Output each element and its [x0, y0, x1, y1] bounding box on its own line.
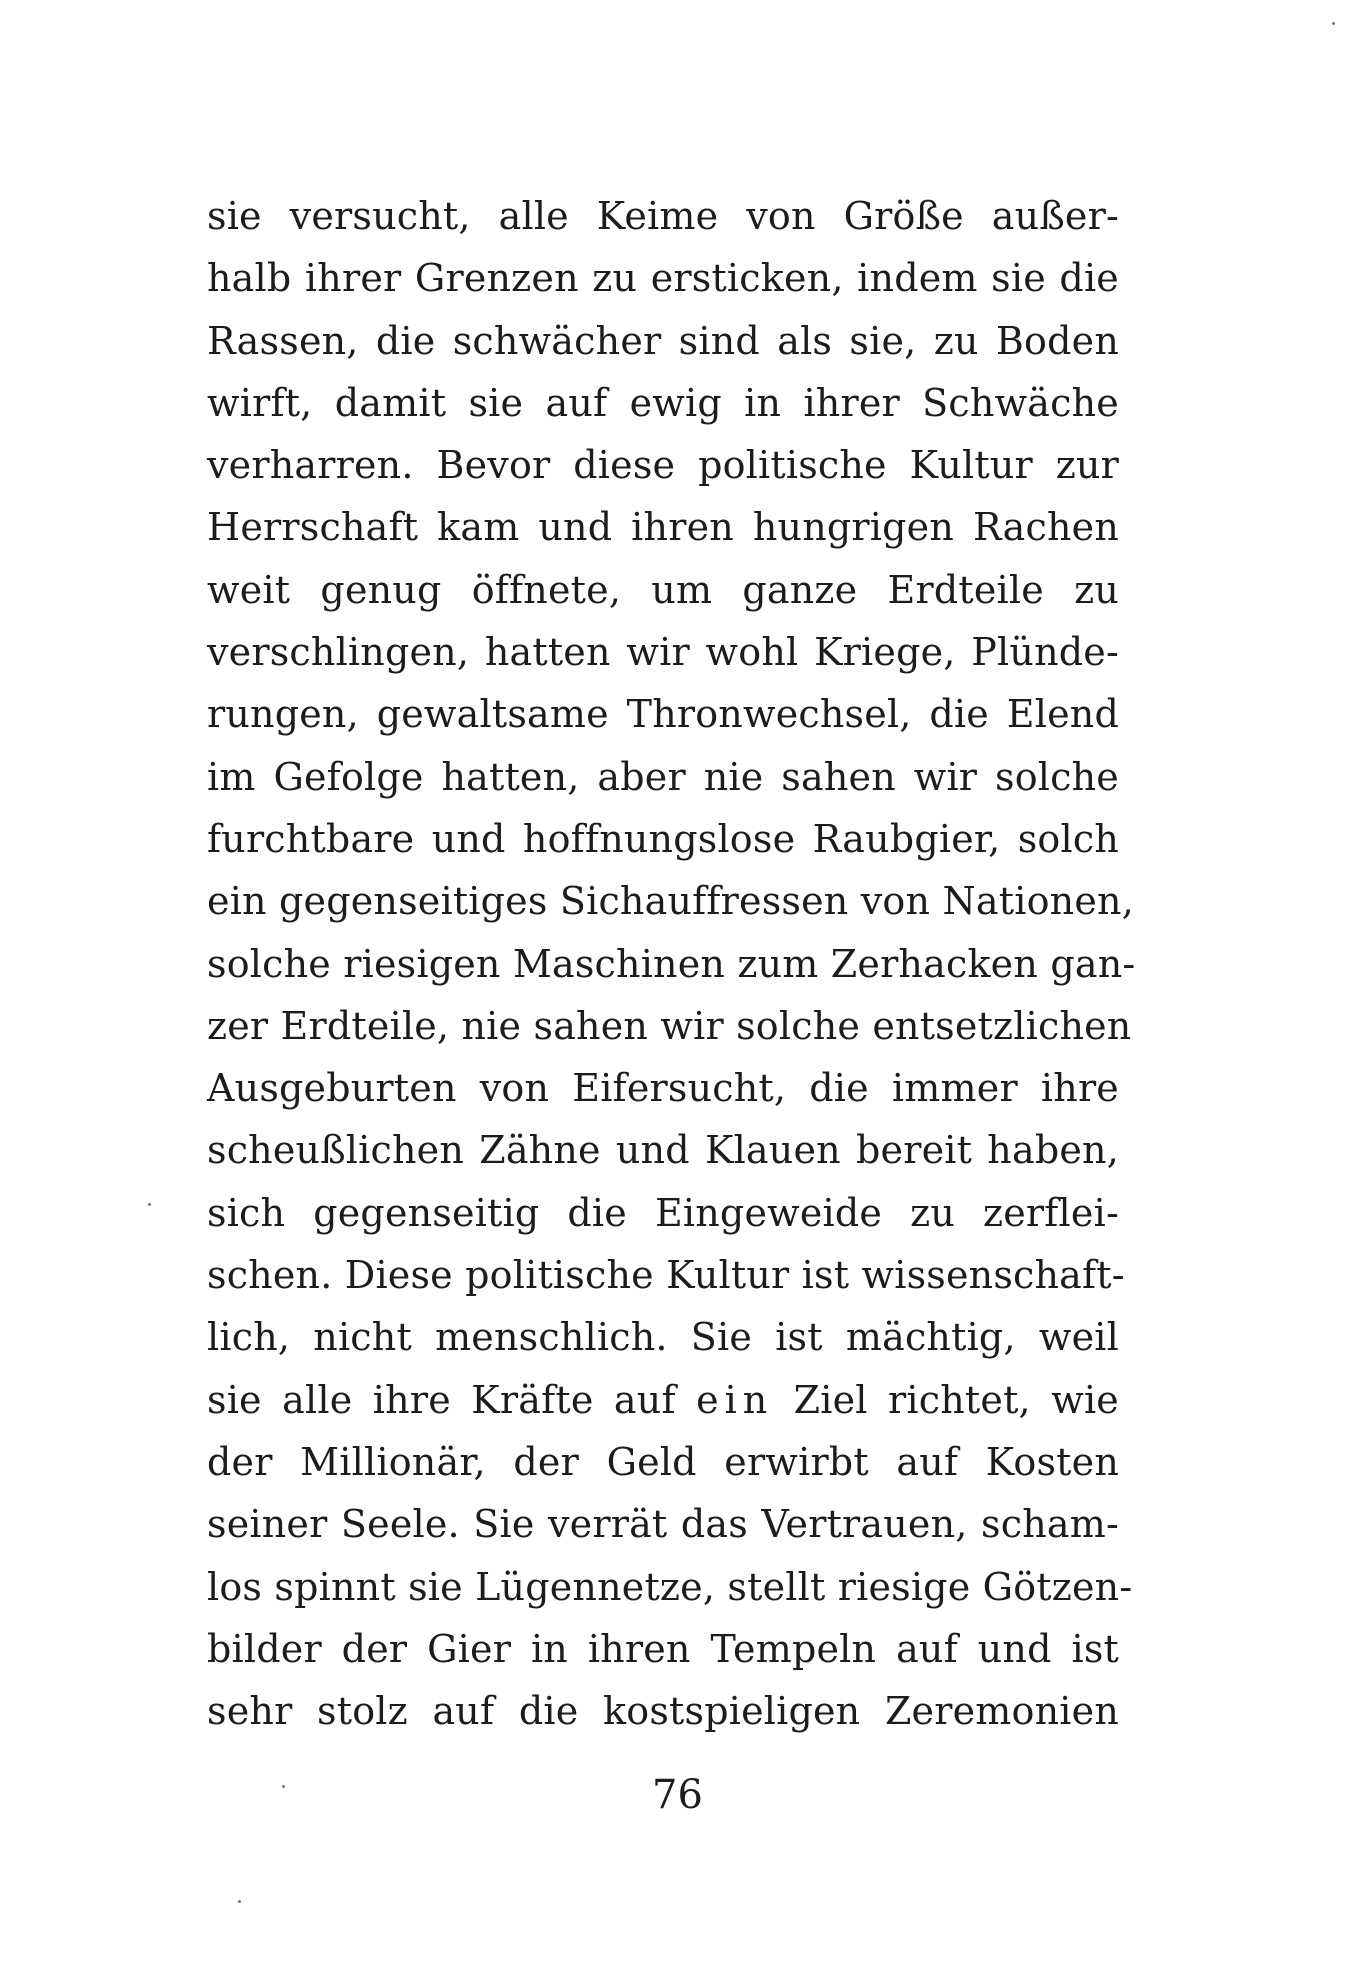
text-line: sehr stolz auf die kostspieligen Zeremonien: [207, 1689, 1119, 1734]
text-line: scheußlichen Zähne und Klauen bereit haben,: [207, 1128, 1119, 1173]
text-fragment: Ziel richtet, wie: [773, 1377, 1119, 1422]
paper-speck: [148, 1203, 151, 1206]
text-line: bilder der Gier in ihren Tempeln auf und ist: [207, 1626, 1119, 1671]
text-line: verschlingen, hatten wir wohl Kriege, Plünde-: [207, 630, 1119, 675]
text-fragment: sie alle ihre Kräfte auf: [207, 1377, 697, 1422]
text-line: los spinnt sie Lügennetze, stellt riesige Götzen-: [207, 1564, 1133, 1609]
text-line: sie versucht, alle Keime von Größe außer-: [207, 194, 1119, 238]
text-line: Ausgeburten von Eifersucht, die immer ihre: [207, 1066, 1119, 1111]
text-line: lich, nicht menschlich. Sie ist mächtig, weil: [207, 1315, 1119, 1360]
paper-speck: [1332, 22, 1335, 25]
text-line: furchtbare und hoffnungslose Raubgier, solch: [207, 816, 1119, 861]
text-line: Herrschaft kam und ihren hungrigen Rachen: [207, 505, 1119, 550]
text-line: sich gegenseitig die Eingeweide zu zerflei-: [207, 1190, 1119, 1235]
text-line: seiner Seele. Sie verrät das Vertrauen, scham-: [207, 1502, 1119, 1547]
text-line: weit genug öffnete, um ganze Erdteile zu: [207, 567, 1119, 612]
text-line: schen. Diese politische Kultur ist wissenschaft-: [207, 1253, 1125, 1298]
body-text: [207, 185, 1136, 1742]
paper-speck: [238, 1900, 241, 1903]
page-number: 76: [652, 1772, 703, 1818]
text-line: solche riesigen Maschinen zum Zerhacken gan-: [207, 941, 1136, 986]
text-line: Rassen, die schwächer sind als sie, zu Boden: [207, 318, 1119, 363]
text-line: rungen, gewaltsame Thronwechsel, die Elend: [207, 692, 1119, 737]
text-line: halb ihrer Grenzen zu ersticken, indem sie die: [207, 256, 1119, 301]
spaced-emphasis: ein: [696, 1377, 774, 1422]
text-line: zer Erdteile, nie sahen wir solche entsetzlichen: [207, 1003, 1132, 1048]
text-line: wirft, damit sie auf ewig in ihrer Schwäche: [207, 380, 1119, 425]
paper-speck: [282, 1785, 285, 1788]
text-line: der Millionär, der Geld erwirbt auf Kosten: [207, 1439, 1119, 1484]
text-line: ein gegenseitiges Sichauffressen von Nationen,: [207, 879, 1134, 924]
text-line-with-emphasis: [207, 1369, 1119, 1431]
text-line: verharren. Bevor diese politische Kultur zur: [207, 443, 1119, 488]
text-line: im Gefolge hatten, aber nie sahen wir solche: [207, 754, 1119, 799]
